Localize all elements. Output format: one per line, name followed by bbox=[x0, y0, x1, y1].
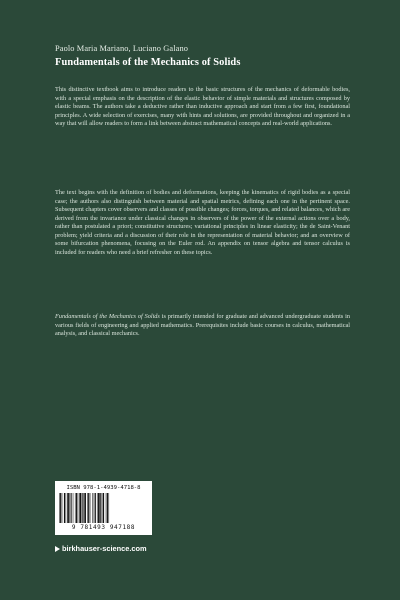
barcode-bars bbox=[59, 493, 148, 523]
website-label: birkhauser-science.com bbox=[62, 544, 147, 553]
arrow-icon bbox=[55, 546, 60, 552]
description-paragraph-2: The text begins with the definition of bodies and deformations, keeping the kinematics of rigid bodies as a special case; the authors also distinguish between material and spatial metrics, defining each one in the pertinent space. Subsequent chapters cover observers and classes of possible changes; forces, torques, and related balances, which are derived from the invariance under classical changes in observers of the power of the external actions over a body, rather than postulated a priori; constitutive structures; variational principles in linear elasticity; the de Saint-Venant problem; yield criteria and a discussion of their role in the representation of material behavior; and an overview of some bifurcation phenomena, focusing on the Euler rod. An appendix on tensor algebra and tensor calculus is included for readers who need a brief refresher on these topics. bbox=[55, 189, 350, 256]
description-paragraph-3 bbox=[55, 313, 350, 339]
isbn-label: ISBN 978-1-4939-4718-8 bbox=[66, 485, 141, 491]
publisher-website[interactable] bbox=[55, 544, 147, 553]
book-authors: Paolo Maria Mariano, Luciano Galano bbox=[55, 44, 189, 53]
book-title: Fundamentals of the Mechanics of Solids bbox=[55, 57, 241, 68]
description-paragraph-1: This distinctive textbook aims to introduce readers to the basic structures of the mechanics of deformable bodies, with a special emphasis on the description of the elastic behavior of simple materials and structures composed by elastic beams. The authors take a deductive rather than inductive approach and start from a few first, foundational principles. A wide selection of exercises, many with hints and solutions, are provided throughout and organized in a way that will allow readers to form a link between abstract mathematical concepts and real-world applications. bbox=[55, 86, 350, 128]
barcode-digits: 9 781493 947188 bbox=[71, 524, 136, 531]
barcode bbox=[55, 481, 152, 535]
paragraph-book-title: Fundamentals of the Mechanics of Solids bbox=[55, 313, 160, 320]
paragraph-3-text: is primarily intended for graduate and advanced undergraduate students in various fields of engineering and applied mathematics. Prerequisites include basic courses in calculus, mathematical analysis, and classical mechanics. bbox=[55, 313, 350, 338]
